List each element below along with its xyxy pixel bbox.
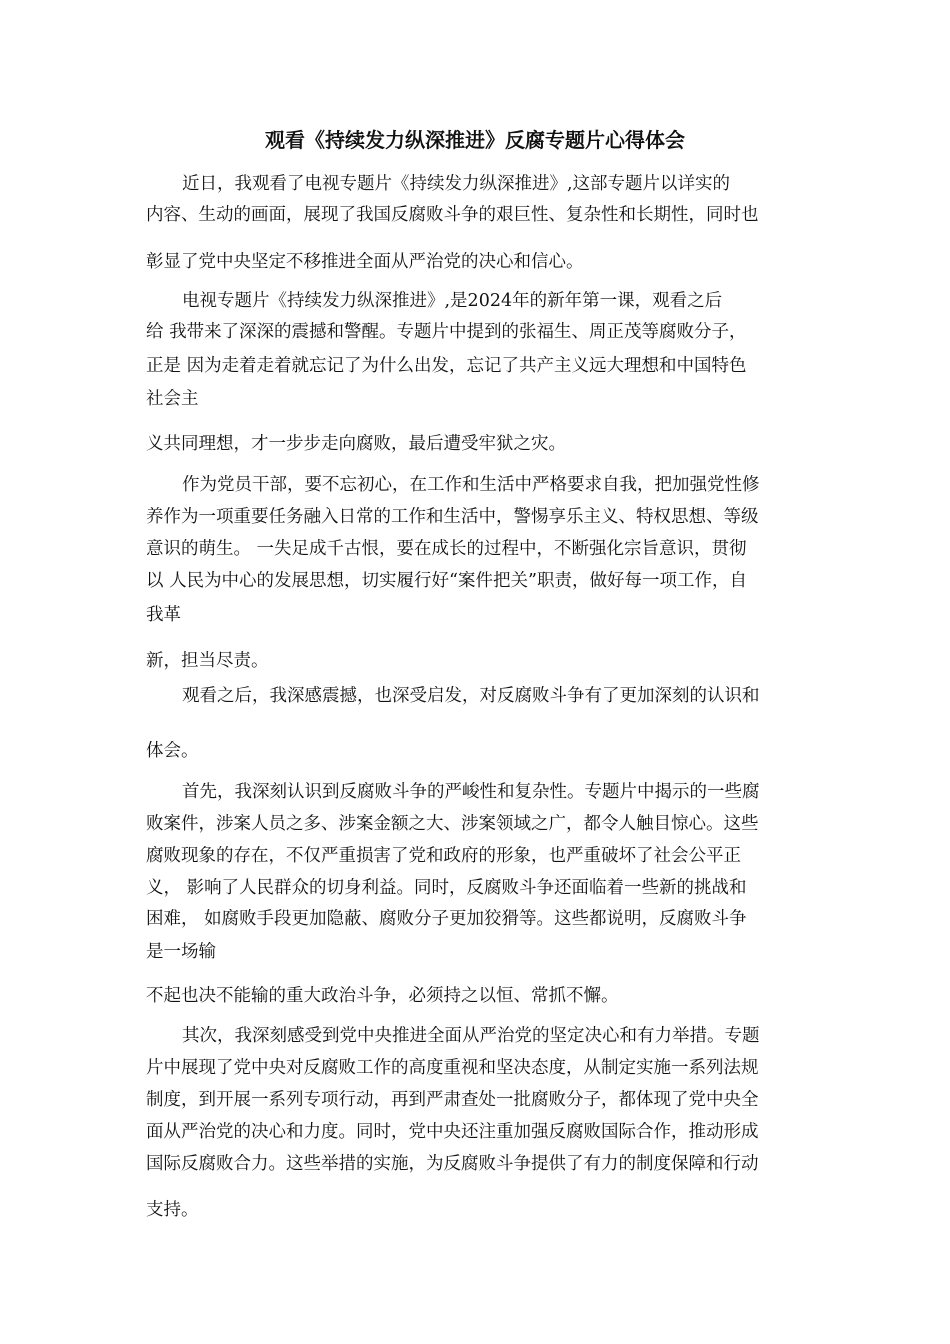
text-line: 其次，我深刻感受到党中央推进全面从严治党的坚定决心和有力举措。专题 [182, 1026, 760, 1046]
text-line: 意识的萌生。 一失足成千古恨，要在成长的过程中，不断强化宗旨意识，贯彻 [146, 539, 747, 559]
text-line: 支持。 [146, 1200, 199, 1220]
text-line: 国际反腐败合力。这些举措的实施，为反腐败斗争提供了有力的制度保障和行动 [146, 1154, 759, 1174]
text-line: 给 我带来了深深的震撼和警醒。专题片中提到的张福生、周正茂等腐败分子， [146, 322, 747, 342]
text-line: 制度，到开展一系列专项行动，再到严肃查处一批腐败分子，都体现了党中央全 [146, 1090, 759, 1110]
text-line: 内容、生动的画面，展现了我国反腐败斗争的艰巨性、复杂性和长期性，同时也 [146, 205, 759, 225]
text-line: 不起也决不能输的重大政治斗争，必须持之以恒、常抓不懈。 [146, 986, 619, 1006]
text-line: 是一场输 [146, 942, 216, 962]
document-title: 观看《持续发力纵深推进》反腐专题片心得体会 [265, 128, 685, 152]
text-line: 义共同理想，才一步步走向腐败，最后遭受牢狱之灾。 [146, 434, 566, 454]
text-line: 体会。 [146, 741, 199, 761]
text-line: 以 人民为中心的发展思想，切实履行好“案件把关”职责，做好每一项工作，自 [146, 571, 747, 591]
text-line: 新，担当尽责。 [146, 651, 269, 671]
text-line: 观看之后，我深感震撼，也深受启发，对反腐败斗争有了更加深刻的认识和 [182, 686, 760, 706]
text-line: 片中展现了党中央对反腐败工作的高度重视和坚决态度，从制定实施一系列法规 [146, 1058, 759, 1078]
text-line: 面从严治党的决心和力度。同时，党中央还注重加强反腐败国际合作，推动形成 [146, 1122, 759, 1142]
text-line: 近日，我观看了电视专题片《持续发力纵深推进》,这部专题片以详实的 [182, 174, 731, 194]
text-line: 作为党员干部，要不忘初心，在工作和生活中严格要求自我，把加强党性修 [182, 475, 760, 495]
text-line: 社会主 [146, 389, 199, 409]
text-line: 腐败现象的存在，不仅严重损害了党和政府的形象，也严重破坏了社会公平正 [146, 846, 741, 866]
text-line: 我革 [146, 605, 181, 625]
text-line: 彰显了党中央坚定不移推进全面从严治党的决心和信心。 [146, 252, 584, 272]
text-line: 败案件，涉案人员之多、涉案金额之大、涉案领域之广，都令人触目惊心。这些 [146, 814, 759, 834]
text-line: 义， 影响了人民群众的切身利益。同时，反腐败斗争还面临着一些新的挑战和 [146, 878, 747, 898]
text-line: 困难， 如腐败手段更加隐蔽、腐败分子更加狡猾等。这些都说明，反腐败斗争 [146, 909, 747, 929]
text-line: 养作为一项重要任务融入日常的工作和生活中，警惕享乐主义、特权思想、等级 [146, 507, 759, 527]
text-line: 首先，我深刻认识到反腐败斗争的严峻性和复杂性。专题片中揭示的一些腐 [182, 782, 760, 802]
text-line: 正是 因为走着走着就忘记了为什么出发，忘记了共产主义远大理想和中国特色 [146, 356, 747, 376]
text-line: 电视专题片《持续发力纵深推进》,是2024年的新年第一课，观看之后 [182, 291, 723, 311]
